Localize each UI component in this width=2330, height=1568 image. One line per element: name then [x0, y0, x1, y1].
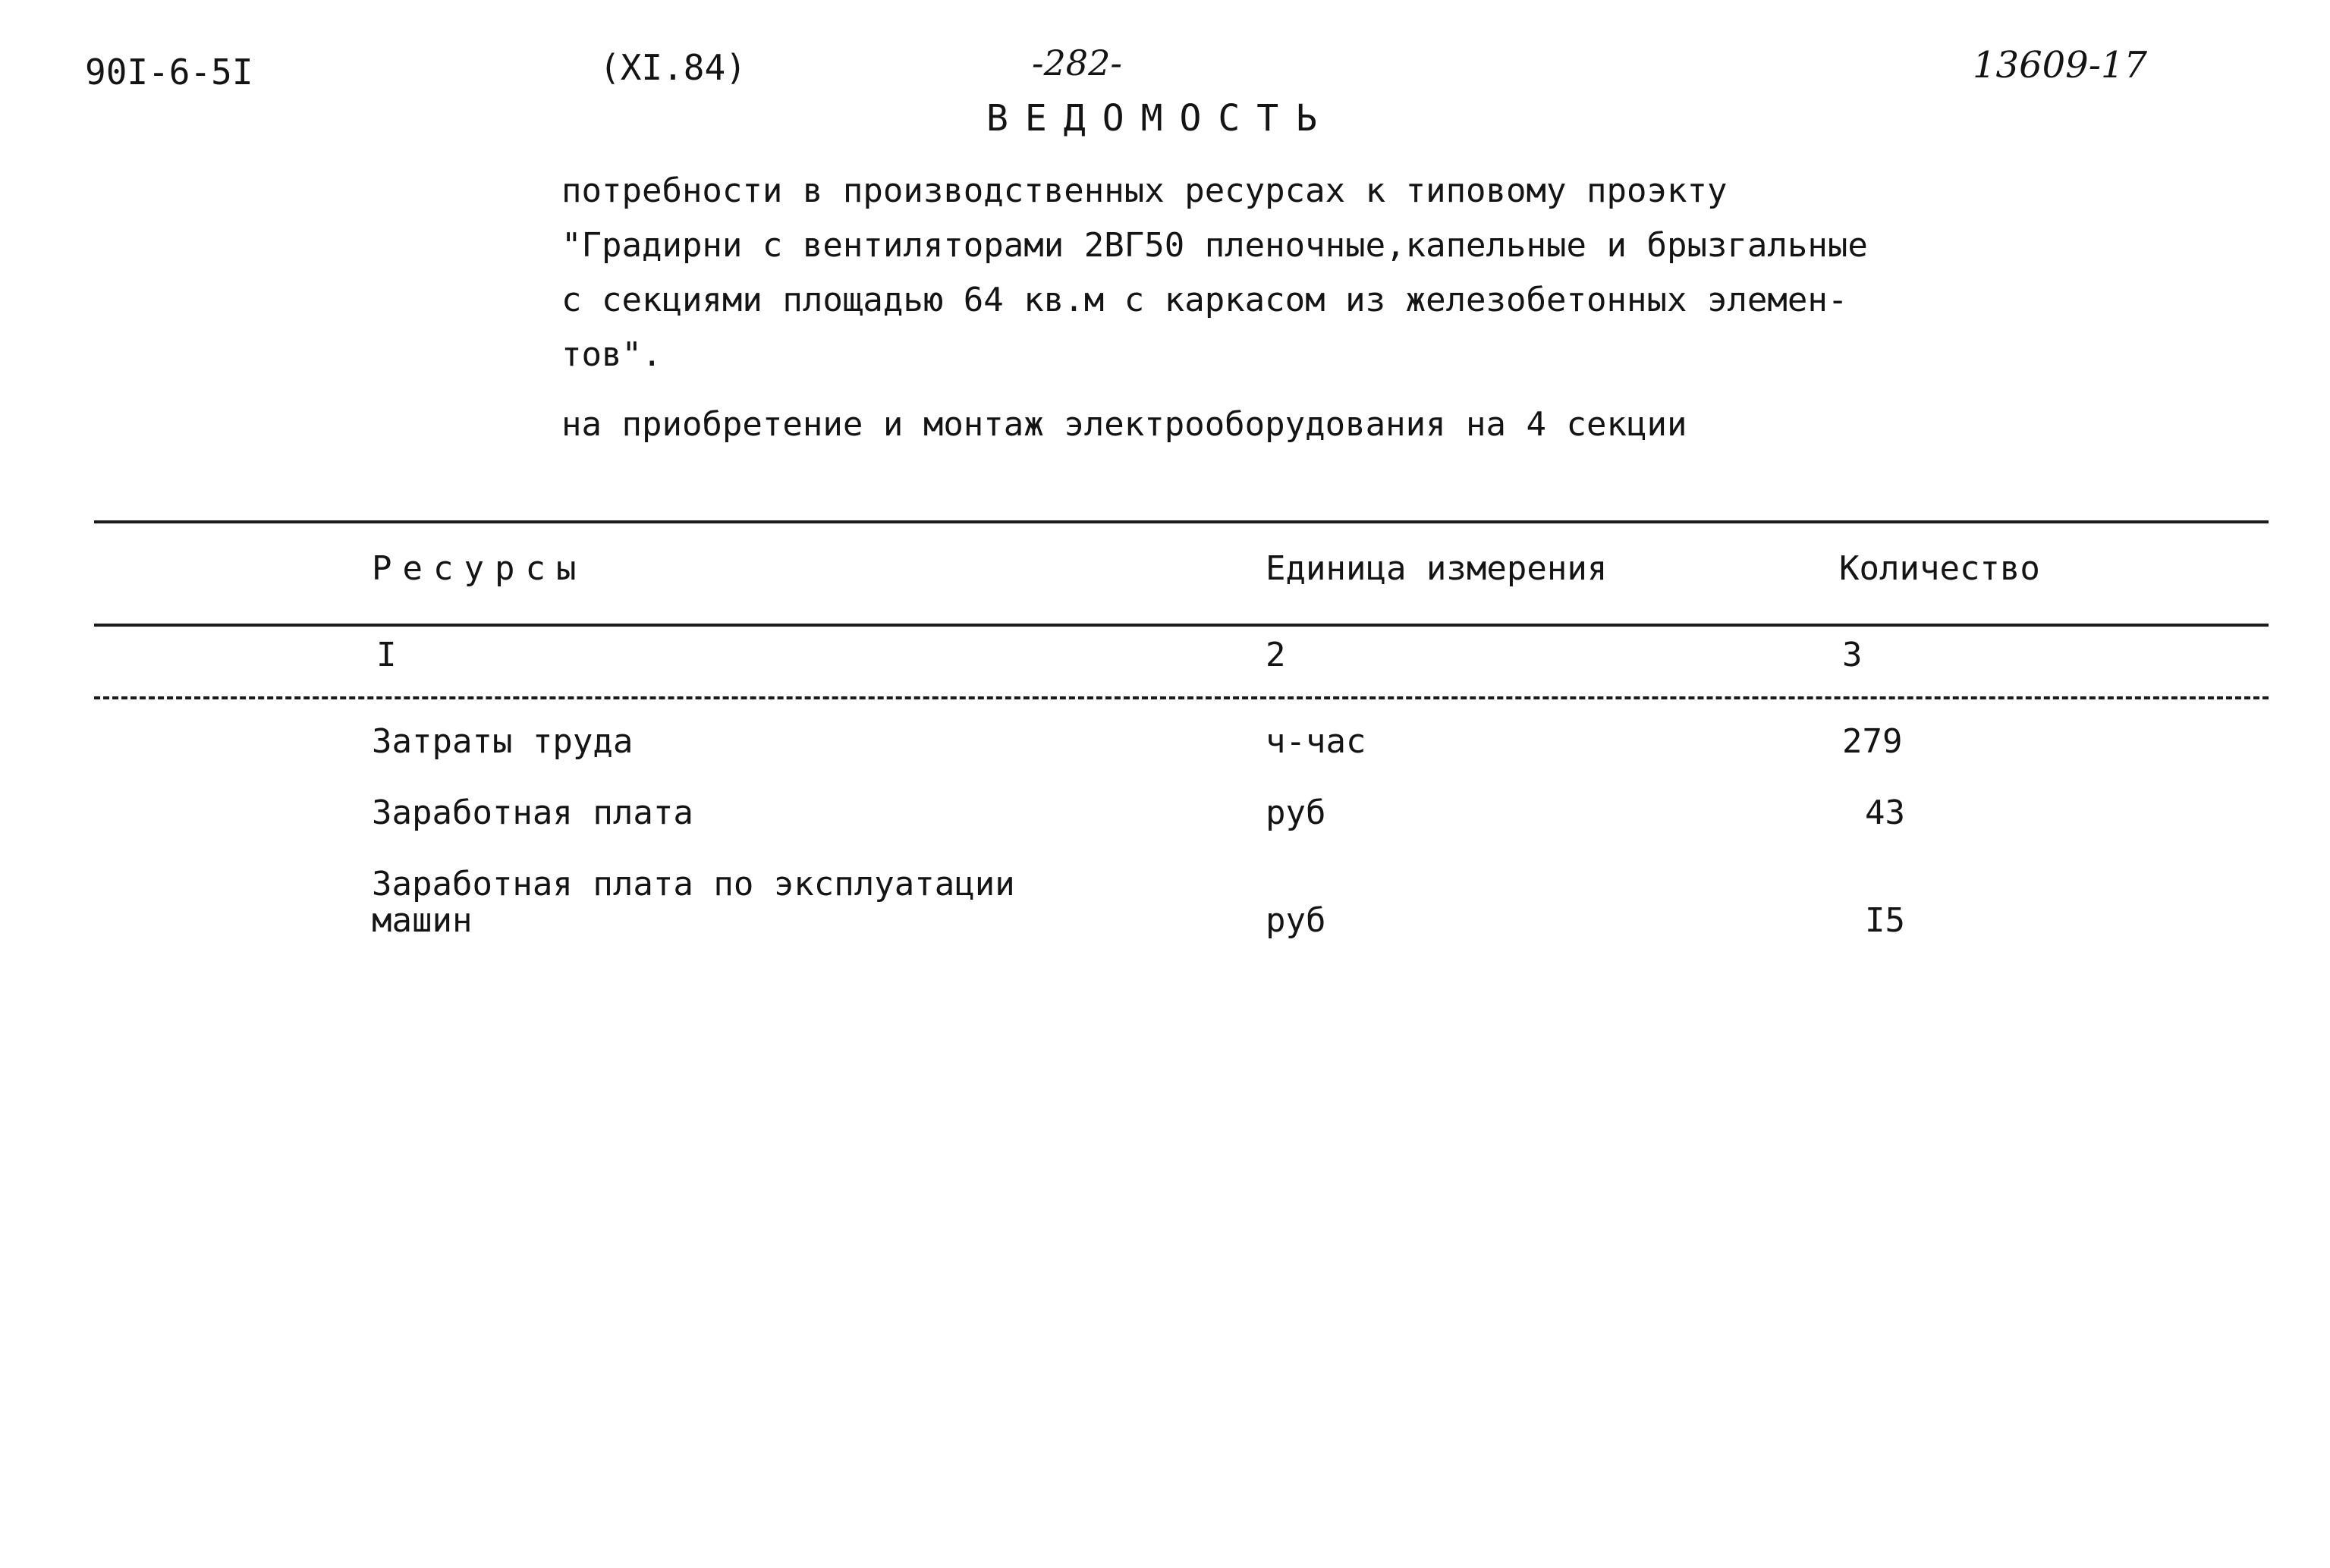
description-line: тов".: [561, 335, 662, 374]
table-header-rule: [94, 624, 2269, 627]
cell-unit: ч-час: [1266, 722, 1366, 761]
document-title: ВЕДОМОСТЬ: [986, 97, 1335, 140]
document-date: (XI.84): [599, 47, 747, 88]
cell-quantity: 279: [1842, 722, 1903, 761]
column-number: 2: [1266, 636, 1286, 674]
cell-quantity: I5: [1865, 901, 1905, 940]
cell-resource: Заработная плата по эксплуатации: [372, 865, 1015, 903]
cell-unit: руб: [1266, 901, 1326, 940]
cell-resource-continued: машин: [372, 901, 473, 940]
column-header-unit: Единица измерения: [1266, 549, 1608, 588]
purpose-statement: на приобретение и монтаж электрооборудования на 4 секции: [561, 405, 1687, 444]
column-header-resources: Ресурсы: [372, 549, 587, 588]
column-number: I: [376, 636, 397, 674]
column-header-quantity: Количество: [1839, 549, 2040, 588]
cell-resource: Затраты труда: [372, 722, 634, 761]
cell-resource: Заработная плата: [372, 793, 693, 832]
cell-quantity: 43: [1865, 793, 1905, 832]
page-number: -282-: [1032, 42, 1122, 83]
archive-number: 13609-17: [1973, 44, 2147, 86]
description-line: с секциями площадью 64 кв.м с каркасом из железобетонных элемен-: [561, 281, 1848, 319]
description-line: "Градирни с вентиляторами 2ВГ50 пленочные,капельные и брызгальные: [561, 226, 1868, 265]
cell-unit: руб: [1266, 793, 1326, 832]
column-number: 3: [1842, 636, 1863, 674]
document-code: 90I-6-5I: [85, 52, 253, 93]
table-top-rule: [94, 520, 2269, 523]
description-line: потребности в производственных ресурсах к типовому проэкту: [561, 171, 1728, 210]
table-body-rule: [94, 696, 2269, 699]
